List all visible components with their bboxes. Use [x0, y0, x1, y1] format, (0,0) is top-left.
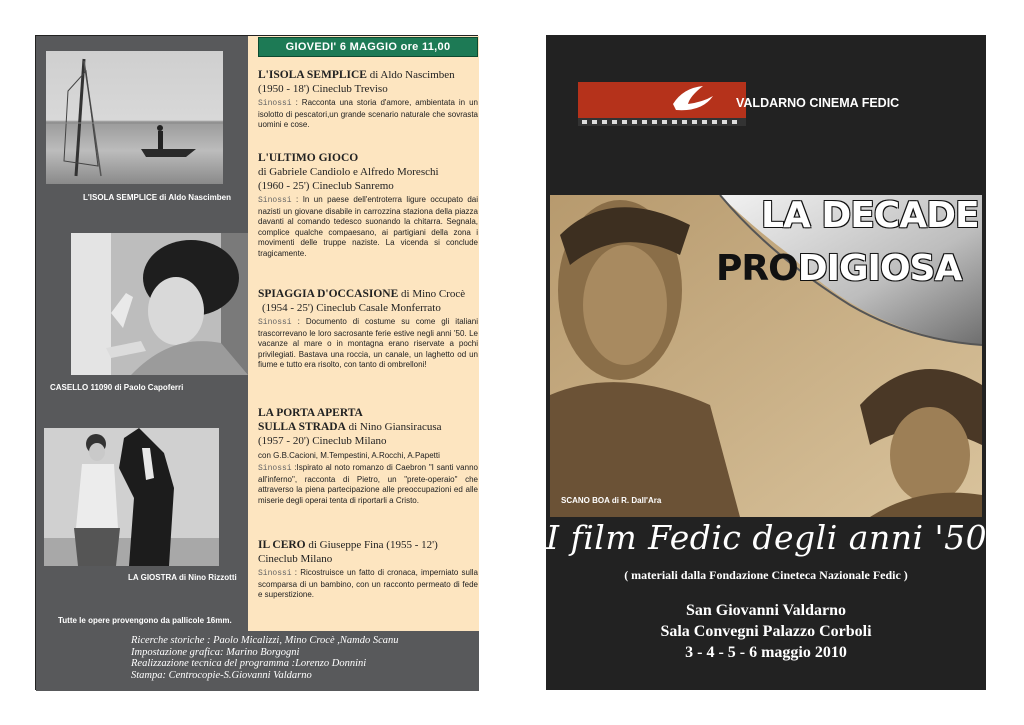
credits-footer [36, 631, 479, 691]
org-name: VALDARNO CINEMA FEDIC [736, 96, 900, 110]
synopsis-text: :Ispirato al noto romanzo di Caebron "I santi vanno all'inferno", racconta di Pietro, un "prete-operaio" che attraverso la piena partecipazione alle preoccupazioni ed alle miserie degli operai tenta di riportarli a Cristo. [258, 463, 478, 505]
film-entry [258, 406, 478, 506]
film-director: di Giuseppe Fina (1955 - 12') [305, 539, 438, 551]
synopsis-label: Sinossi [258, 318, 292, 327]
materiali-note: ( materiali dalla Fondazione Cineteca Nazionale Fedic ) [624, 568, 908, 582]
synopsis-label: Sinossi [258, 569, 292, 578]
title-line2-dark: PRO [716, 248, 798, 289]
film-info: (1957 - 20') Cineclub Milano [258, 435, 387, 447]
poster-photo-scano-boa [550, 195, 982, 517]
synopsis-text: : Ricostruisce un fatto di cronaca, imperniato sulla scomparsa di un bambino, con un racconto permeato di fede e superstizione. [258, 568, 478, 599]
photo-casello [71, 233, 248, 375]
film-title: SPIAGGIA D'OCCASIONE [258, 288, 399, 300]
synopsis-text: : Racconta una storia d'amore, ambientata in un isolotto di pescatori,un grande scenario naturale che sovrasta uomini e cose. [258, 98, 478, 129]
venue-city: San Giovanni Valdarno [685, 602, 847, 619]
title-line1: LA DECADE [761, 195, 979, 236]
caption-casello: CASELLO 11090 di Paolo Capoferri [50, 383, 184, 392]
film-director: di Nino Giansiracusa [345, 421, 442, 433]
synopsis-label: Sinossi [258, 99, 292, 108]
film-title: L'ISOLA SEMPLICE [258, 69, 367, 81]
film-title-line2: SULLA STRADA [258, 421, 346, 433]
subtitle: I film Fedic degli anni '50 [546, 518, 988, 557]
photo-giostra [44, 428, 219, 566]
caption-isola: L'ISOLA SEMPLICE di Aldo Nascimben [83, 193, 231, 202]
film-director: di Mino Crocè [398, 288, 466, 300]
program-panel [35, 35, 478, 690]
film-entry [258, 151, 478, 259]
film-title: LA PORTA APERTA [258, 407, 363, 419]
film-info: (1960 - 25') Cineclub Sanremo [258, 180, 394, 192]
film-info: (1954 - 25') Cineclub Casale Monferrato [262, 302, 441, 314]
film-title: L'ULTIMO GIOCO [258, 152, 359, 164]
film-info: Cineclub Milano [258, 553, 333, 565]
film-title: IL CERO [258, 539, 306, 551]
film-entry [258, 68, 478, 131]
photo-caption: SCANO BOA di R. Dall'Ara [561, 496, 662, 505]
credit-line: Stampa: Centrocopie-S.Giovanni Valdarno [131, 669, 312, 681]
caption-pellicole-note: Tutte le opere provengono da pallicole 16mm. [58, 616, 232, 625]
caption-giostra: LA GIOSTRA di Nino Rizzotti [128, 573, 237, 582]
film-cast: con G.B.Cacioni, M.Tempestini, A.Rocchi, A.Papetti [258, 451, 440, 460]
film-entry [258, 538, 478, 601]
film-director: di Gabriele Candiolo e Alfredo Moreschi [258, 166, 439, 178]
date-header: GIOVEDI' 6 MAGGIO ore 11,00 [258, 37, 478, 57]
venue-dates: 3 - 4 - 5 - 6 maggio 2010 [685, 644, 847, 661]
photo-isola-semplice [46, 51, 223, 184]
film-info: (1950 - 18') Cineclub Treviso [258, 83, 388, 95]
fedic-logo [578, 82, 746, 126]
synopsis-text: : Documento di costume su come gli italiani trascorrevano le loro sacrosante ferie estive negli anni '50. Le vacanze al mare o in montagna erano riservate a pochi privilegiati. Bastava una roccia, un canale, un laghetto od un fiume e tutto era risolto, con tanto di ombrelloni! [258, 317, 478, 369]
credit-line: Ricerche storiche : Paolo Micalizzi, Mino Crocè ,Namdo Scanu [131, 635, 399, 646]
cover-panel [546, 35, 986, 690]
film-director: di Aldo Nascimben [366, 69, 455, 81]
title-line2-light: DIGIOSA [797, 248, 962, 289]
credit-line: Realizzazione tecnica del programma :Lorenzo Donnini [131, 658, 367, 669]
title-line2 [716, 248, 961, 289]
synopsis-text: : In un paese dell'entroterra ligure occupato dai nazisti un giovane disabile in carrozzina staziona della piazza davanti al comando tedesco suonando la chitarra. Segnala, complice qualche compaesano, ai partigiani della zona i movimenti delle truppe naziste. La vicenda si conclude tragicamente. [258, 195, 478, 258]
credit-line: Impostazione grafica: Marino Borgogni [131, 646, 300, 658]
synopsis-label: Sinossi [258, 464, 292, 473]
film-entry [258, 287, 478, 371]
synopsis-label: Sinossi [258, 196, 292, 205]
venue-hall: Sala Convegni Palazzo Corboli [660, 623, 872, 640]
